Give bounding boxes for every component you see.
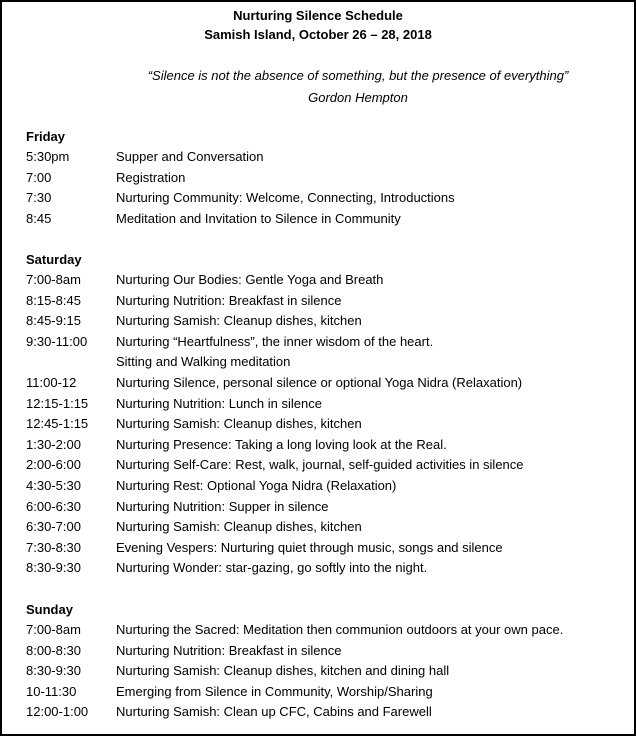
- row-activity: Nurturing Samish: Clean up CFC, Cabins and Farewell: [116, 704, 432, 720]
- schedule-row: [26, 455, 626, 476]
- schedule-row: [26, 497, 626, 518]
- schedule-row: [26, 435, 626, 456]
- schedule-row: [26, 270, 626, 291]
- row-time: 4:30-5:30: [26, 477, 81, 493]
- row-time: 7:00-8am: [26, 272, 81, 287]
- row-activity: Nurturing Samish: Cleanup dishes, kitchen and dining hall: [116, 663, 450, 679]
- row-time: 1:30-2:00: [26, 436, 81, 452]
- schedule-row: [26, 538, 626, 559]
- schedule-row: [26, 188, 626, 209]
- row-activity: Emerging from Silence in Community, Worship/Sharing: [116, 683, 433, 699]
- row-activity: Nurturing Samish: Cleanup dishes, kitchen: [116, 416, 362, 432]
- row-time: 9:30-11:00: [26, 333, 88, 349]
- row-activity: Registration: [116, 169, 186, 185]
- row-activity: Nurturing Nutrition: Lunch in silence: [116, 395, 322, 411]
- row-time: 6:30-7:00: [26, 519, 81, 535]
- row-time: 8:15-8:45: [26, 292, 81, 308]
- row-time: 2:00-6:00: [26, 457, 81, 473]
- schedule-row: [26, 558, 626, 579]
- page-subtitle: Samish Island, October 26 – 28, 2018: [204, 27, 432, 42]
- row-time: 7:30: [26, 190, 52, 206]
- day-heading: Friday: [26, 129, 66, 144]
- row-activity: Nurturing Presence: Taking a long loving look at the Real.: [116, 436, 447, 452]
- row-activity: Nurturing Self-Care: Rest, walk, journal, self-guided activities in silence: [116, 457, 524, 473]
- schedule-row: [26, 168, 626, 189]
- row-time: 8:00-8:30: [26, 642, 81, 658]
- schedule-row: [26, 517, 626, 538]
- schedule-row: [26, 352, 626, 373]
- schedule-row: [26, 661, 626, 682]
- row-activity: Meditation and Invitation to Silence in Community: [116, 210, 401, 226]
- quote-text: “Silence is not the absence of something, but the presence of everything”: [147, 68, 569, 83]
- row-activity: Nurturing Our Bodies: Gentle Yoga and Breath: [116, 272, 384, 287]
- row-activity: Nurturing Silence, personal silence or optional Yoga Nidra (Relaxation): [116, 374, 523, 390]
- row-activity: Sitting and Walking meditation: [116, 354, 291, 370]
- schedule-row: [26, 311, 626, 332]
- schedule-row: [26, 414, 626, 435]
- row-activity: Nurturing Nutrition: Supper in silence: [116, 498, 329, 514]
- row-activity: Nurturing Rest: Optional Yoga Nidra (Relaxation): [116, 477, 397, 493]
- schedule-row: [26, 147, 626, 168]
- day-heading: Saturday: [26, 252, 82, 267]
- day-section-sunday: [26, 599, 626, 723]
- schedule-row: [26, 394, 626, 415]
- schedule-row: [26, 209, 626, 230]
- row-activity: Nurturing Nutrition: Breakfast in silence: [116, 292, 342, 308]
- row-activity: Supper and Conversation: [116, 149, 264, 164]
- row-activity: Nurturing Samish: Cleanup dishes, kitchen: [116, 519, 362, 535]
- row-activity: Nurturing “Heartfulness”, the inner wisdom of the heart.: [116, 333, 434, 349]
- schedule-row: [26, 702, 626, 723]
- row-activity: Nurturing Community: Welcome, Connecting, Introductions: [116, 190, 455, 206]
- row-time: 6:00-6:30: [26, 498, 81, 514]
- row-time: 7:00: [26, 169, 52, 185]
- row-time: 8:30-9:30: [26, 663, 81, 679]
- quote-author: Gordon Hempton: [308, 90, 408, 105]
- row-time: 7:00-8am: [26, 622, 81, 637]
- row-activity: Nurturing Wonder: star-gazing, go softly into the night.: [116, 560, 428, 576]
- row-activity: Nurturing Nutrition: Breakfast in silence: [116, 642, 342, 658]
- schedule-row: [26, 641, 626, 662]
- day-section-friday: [26, 126, 626, 229]
- row-time: 10-11:30: [26, 683, 77, 699]
- row-time: 12:00-1:00: [26, 704, 89, 720]
- row-time: 8:45: [26, 210, 52, 226]
- row-activity: Nurturing the Sacred: Meditation then communion outdoors at your own pace.: [116, 622, 564, 637]
- row-activity: Evening Vespers: Nurturing quiet through music, songs and silence: [116, 539, 503, 555]
- row-time: 5:30pm: [26, 149, 70, 164]
- schedule-row: [26, 332, 626, 353]
- row-activity: Nurturing Samish: Cleanup dishes, kitchen: [116, 313, 362, 329]
- day-section-saturday: [26, 249, 626, 579]
- schedule-row: [26, 620, 626, 641]
- day-heading: Sunday: [26, 602, 73, 617]
- row-time: 12:45-1:15: [26, 416, 89, 432]
- schedule-row: [26, 373, 626, 394]
- row-time: 7:30-8:30: [26, 539, 81, 555]
- row-time: 11:00-12: [26, 374, 77, 390]
- schedule-row: [26, 682, 626, 703]
- row-time: 8:30-9:30: [26, 560, 81, 576]
- schedule-row: [26, 476, 626, 497]
- schedule-row: [26, 291, 626, 312]
- page-title: Nurturing Silence Schedule: [233, 8, 403, 23]
- row-time: 12:15-1:15: [26, 395, 89, 411]
- row-time: 8:45-9:15: [26, 313, 81, 329]
